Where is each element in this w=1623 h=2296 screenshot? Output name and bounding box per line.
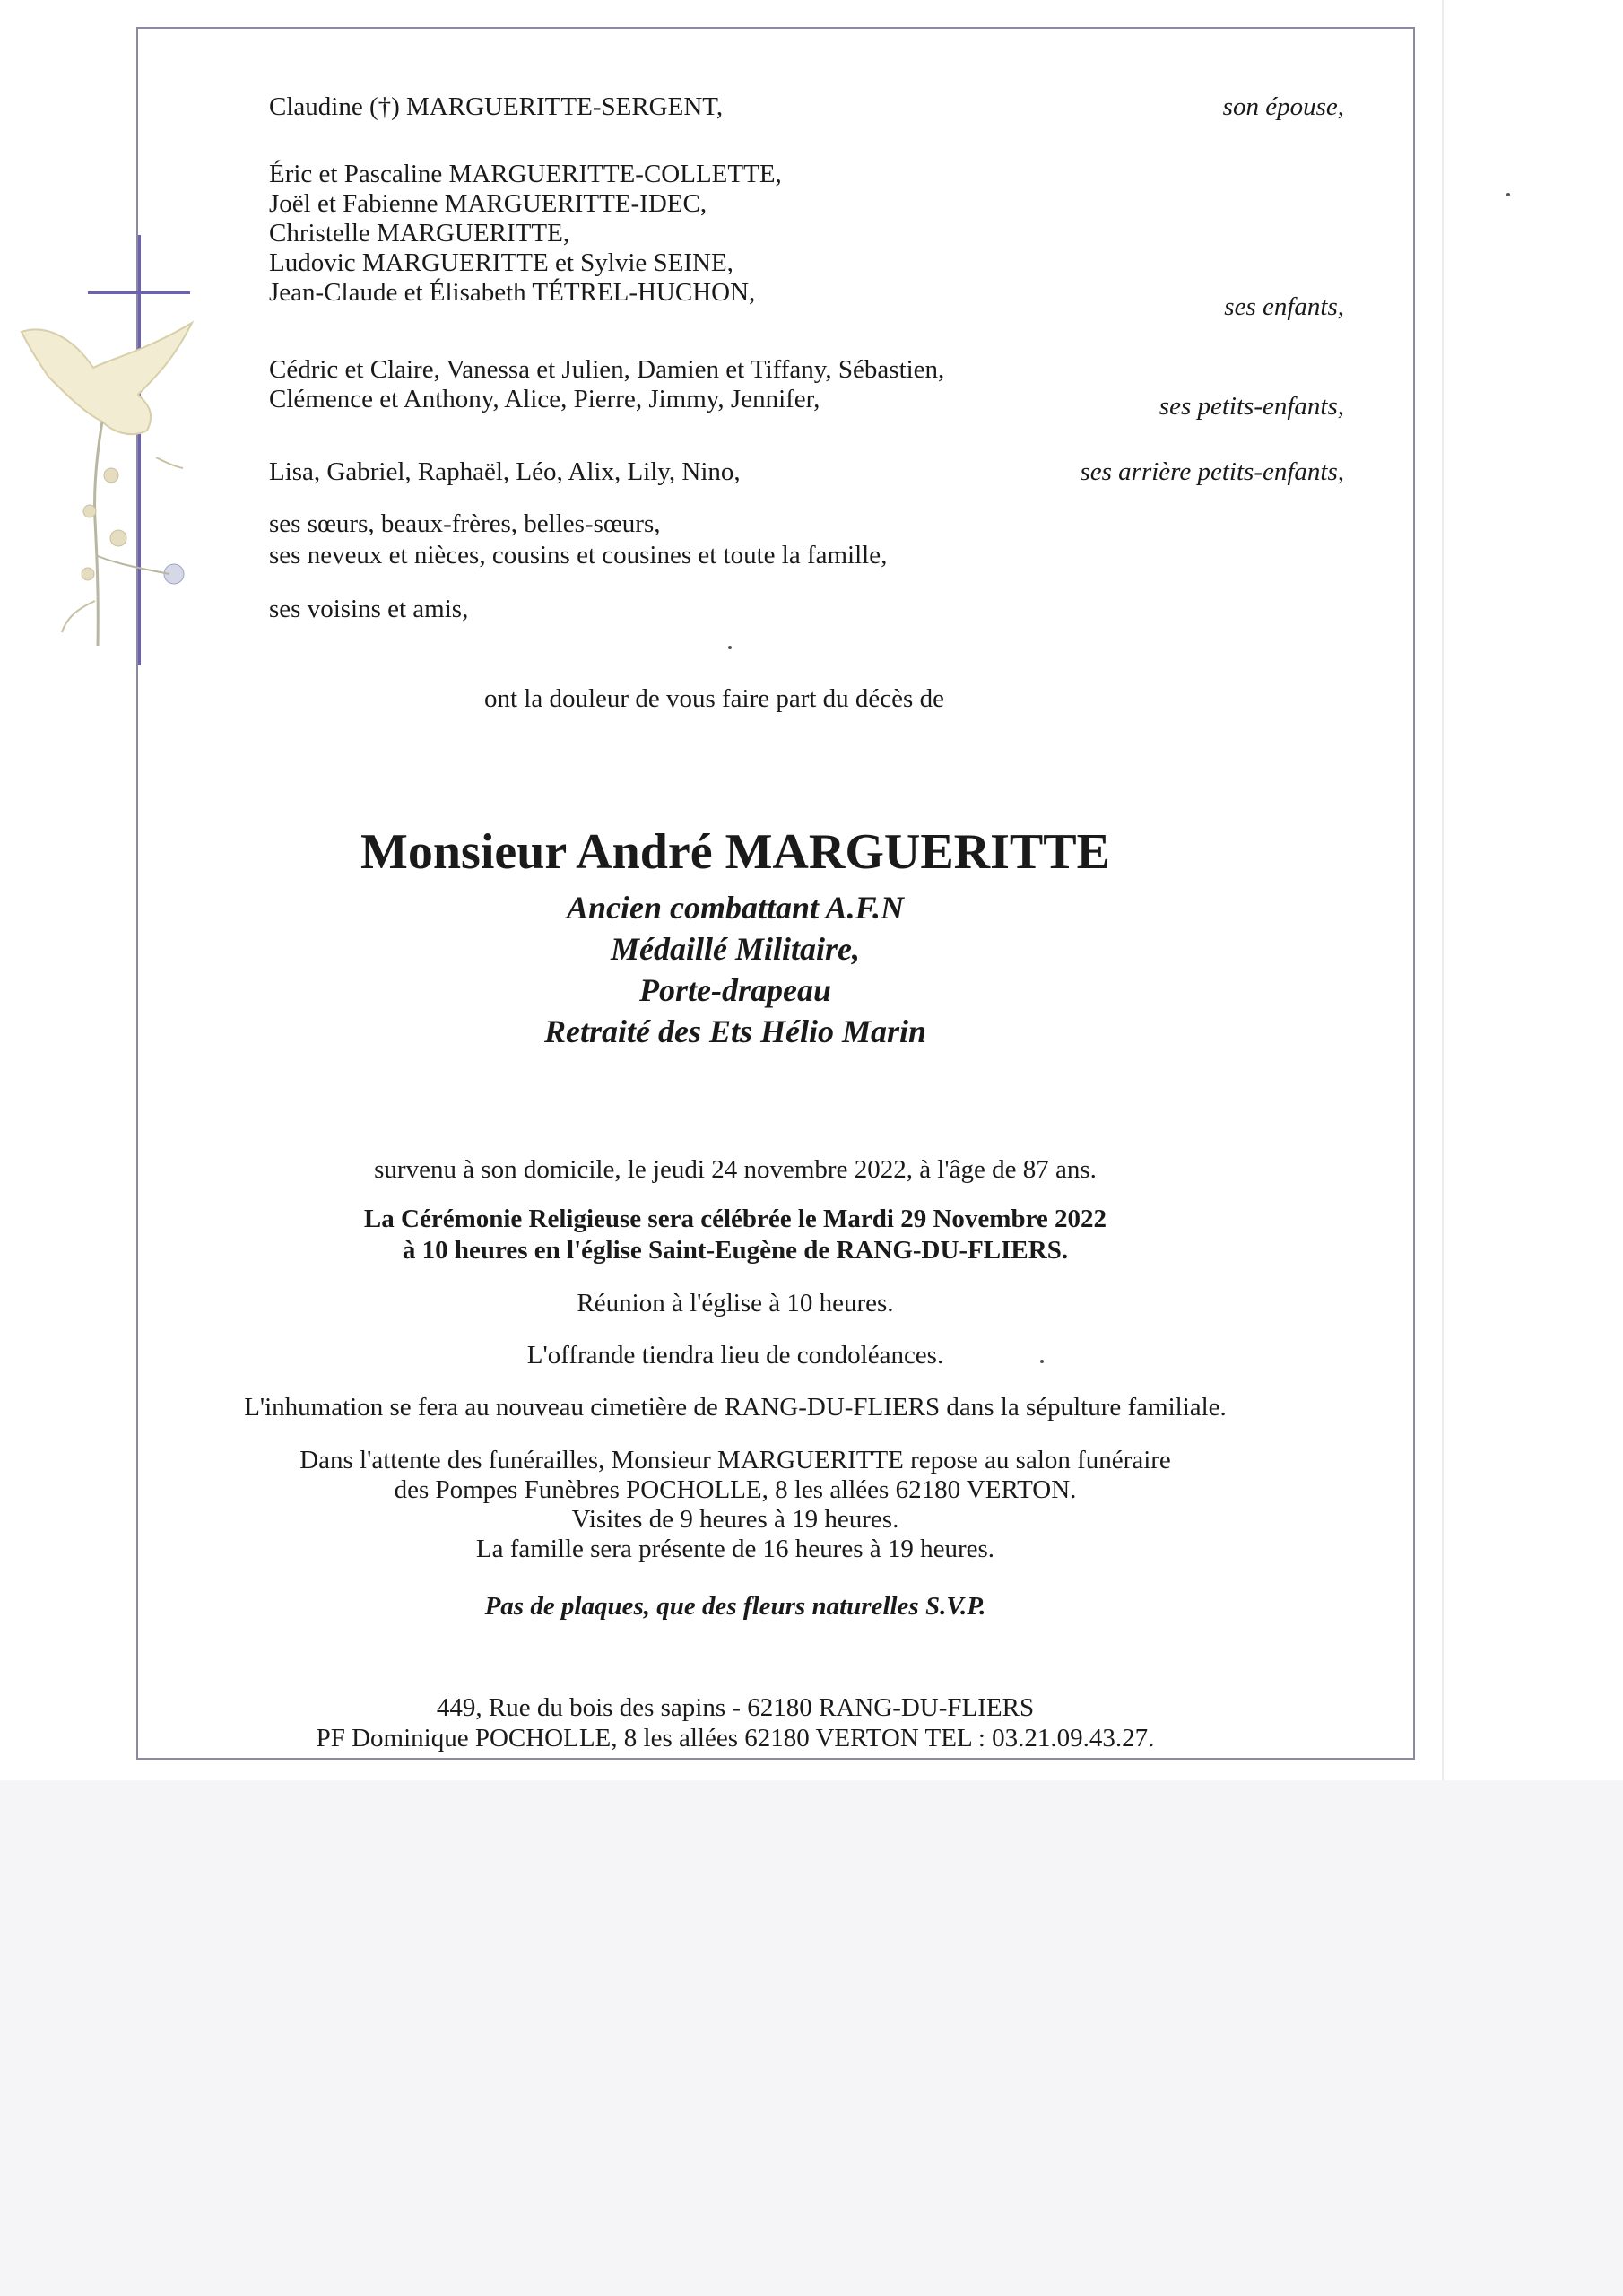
child-name: Christelle MARGUERITTE, xyxy=(269,219,570,248)
cross-icon-bar xyxy=(88,291,190,294)
ceremony-line: La Cérémonie Religieuse sera célébrée le Mardi 29 Novembre 2022 xyxy=(363,1205,1107,1233)
child-name: Jean-Claude et Élisabeth TÉTREL-HUCHON, xyxy=(269,278,756,307)
deceased-title: Médaillé Militaire, xyxy=(611,931,860,967)
grandchildren-relation: ses petits-enfants, xyxy=(1159,392,1344,421)
scan-speck xyxy=(1040,1360,1044,1363)
grandchildren-names: Clémence et Anthony, Alice, Pierre, Jimmy, Jennifer, xyxy=(269,385,820,413)
ceremony-line: à 10 heures en l'église Saint-Eugène de RANG-DU-FLIERS. xyxy=(402,1236,1069,1265)
rest-line: des Pompes Funèbres POCHOLLE, 8 les allées 62180 VERTON. xyxy=(394,1475,1077,1504)
child-name: Joël et Fabienne MARGUERITTE-IDEC, xyxy=(269,189,707,218)
offering-line: L'offrande tiendra lieu de condoléances. xyxy=(526,1341,944,1370)
dove-icon xyxy=(13,305,246,682)
other-relatives: ses sœurs, beaux-frères, belles-sœurs, xyxy=(269,509,661,538)
death-notice: survenu à son domicile, le jeudi 24 novembre 2022, à l'âge de 87 ans. xyxy=(374,1155,1097,1184)
great-grandchildren-names: Lisa, Gabriel, Raphaël, Léo, Alix, Lily, Nino, xyxy=(269,457,741,486)
grandchildren-names: Cédric et Claire, Vanessa et Julien, Damien et Tiffany, Sébastien, xyxy=(269,355,945,384)
deceased-title: Retraité des Ets Hélio Marin xyxy=(543,1013,927,1049)
rest-line: La famille sera présente de 16 heures à 19 heures. xyxy=(475,1535,995,1563)
burial-line: L'inhumation se fera au nouveau cimetière de RANG-DU-FLIERS dans la sépulture familiale. xyxy=(244,1393,1227,1422)
scan-speck xyxy=(728,646,732,649)
rest-line: Visites de 9 heures à 19 heures. xyxy=(571,1505,899,1534)
funeral-home-line: PF Dominique POCHOLLE, 8 les allées 62180 VERTON TEL : 03.21.09.43.27. xyxy=(316,1724,1155,1752)
friends-line: ses voisins et amis, xyxy=(269,595,469,623)
scan-background xyxy=(0,1780,1623,2296)
deceased-name: Monsieur André MARGUERITTE xyxy=(360,824,1110,880)
spouse-name: Claudine (†) MARGUERITTE-SERGENT, xyxy=(269,92,724,121)
announcement: ont la douleur de vous faire part du décès de xyxy=(484,684,944,713)
reunion-line: Réunion à l'église à 10 heures. xyxy=(577,1289,894,1318)
child-name: Ludovic MARGUERITTE et Sylvie SEINE, xyxy=(269,248,733,277)
child-name: Éric et Pascaline MARGUERITTE-COLLETTE, xyxy=(269,160,782,188)
great-grandchildren-relation: ses arrière petits-enfants, xyxy=(1080,457,1344,486)
scan-speck xyxy=(1506,193,1510,196)
deceased-title: Porte-drapeau xyxy=(639,972,831,1008)
flowers-note: Pas de plaques, que des fleurs naturelles S.V.P. xyxy=(484,1592,986,1621)
rest-line: Dans l'attente des funérailles, Monsieur MARGUERITTE repose au salon funéraire xyxy=(299,1446,1171,1474)
deceased-title: Ancien combattant A.F.N xyxy=(566,890,905,926)
address-line: 449, Rue du bois des sapins - 62180 RANG-DU-FLIERS xyxy=(436,1693,1035,1722)
other-relatives: ses neveux et nièces, cousins et cousines et toute la famille, xyxy=(269,541,888,570)
children-relation: ses enfants, xyxy=(1224,292,1344,321)
scan-edge-line xyxy=(1442,0,1444,1780)
spouse-relation: son épouse, xyxy=(1222,92,1344,121)
